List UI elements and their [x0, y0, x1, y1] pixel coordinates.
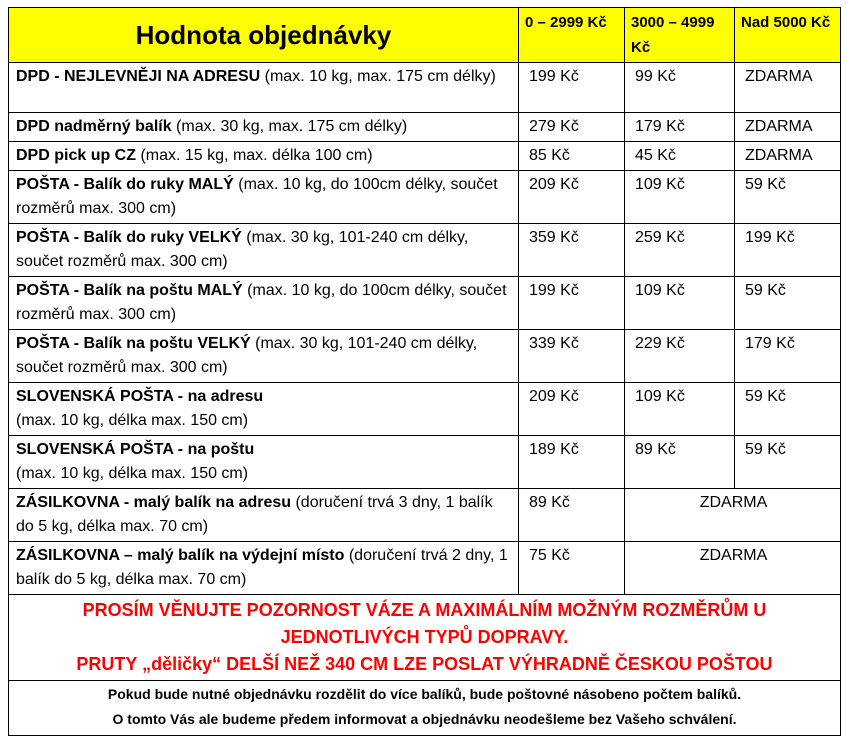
price-tier-3: 179 Kč — [735, 330, 841, 383]
header-title: Hodnota objednávky — [9, 8, 519, 63]
shipping-method — [9, 436, 519, 489]
price-tier-2: 109 Kč — [625, 277, 735, 330]
price-tier-1: 209 Kč — [519, 171, 625, 224]
shipping-method-name: POŠTA - Balík na poštu MALÝ — [16, 282, 243, 299]
shipping-method — [9, 383, 519, 436]
shipping-method — [9, 113, 519, 142]
table-row — [9, 171, 841, 224]
header-col-over-5000: Nad 5000 Kč — [735, 8, 841, 63]
header-col-3000-4999: 3000 – 4999 Kč — [625, 8, 735, 63]
shipping-method — [9, 542, 519, 595]
shipping-method — [9, 63, 519, 113]
table-row — [9, 489, 841, 542]
footer-note — [9, 681, 841, 736]
price-tier-1: 279 Kč — [519, 113, 625, 142]
shipping-method-limits: (max. 15 kg, max. délka 100 cm) — [136, 147, 373, 164]
notice-line-1: PROSÍM VĚNUJTE POZORNOST VÁZE A MAXIMÁLNÍM MOŽNÝM ROZMĚRŮM U — [82, 600, 767, 620]
shipping-method-limits: (doručení trvá 2 dny, 1 balík do 5 kg, délka max. 70 cm) — [16, 547, 508, 588]
shipping-method-limits: (max. 10 kg, délka max. 150 cm) — [16, 465, 249, 482]
price-tier-1: 89 Kč — [519, 489, 625, 542]
price-tier-2: 89 Kč — [625, 436, 735, 489]
price-tier-1: 359 Kč — [519, 224, 625, 277]
footer-line-1: Pokud bude nutné objednávku rozdělit do více balíků, bude poštovné násobeno počtem balíků. — [107, 686, 742, 702]
shipping-method-name: POŠTA - Balík na poštu VELKÝ — [16, 335, 251, 352]
shipping-method — [9, 489, 519, 542]
shipping-method — [9, 142, 519, 171]
price-tier-2: 99 Kč — [625, 63, 735, 113]
table-row — [9, 113, 841, 142]
shipping-method — [9, 224, 519, 277]
footer-row — [9, 681, 841, 736]
price-tier-1: 189 Kč — [519, 436, 625, 489]
table-header-row — [9, 8, 841, 63]
price-tier-2: 179 Kč — [625, 113, 735, 142]
price-tier-3: 59 Kč — [735, 436, 841, 489]
shipping-method-limits: (max. 10 kg, do 100cm délky, součet rozměrů max. 300 cm) — [16, 282, 507, 323]
shipping-method-name: POŠTA - Balík do ruky MALÝ — [16, 176, 234, 193]
table-row — [9, 224, 841, 277]
shipping-method-limits: (max. 30 kg, max. 175 cm délky) — [171, 118, 408, 135]
shipping-method-name: ZÁSILKOVNA – malý balík na výdejní místo — [16, 547, 345, 564]
price-tier-2: 229 Kč — [625, 330, 735, 383]
table-row — [9, 383, 841, 436]
price-tier-2: 109 Kč — [625, 383, 735, 436]
header-col-0-2999: 0 – 2999 Kč — [519, 8, 625, 63]
price-tier-3: ZDARMA — [735, 63, 841, 113]
warning-notice — [9, 595, 841, 681]
table-row — [9, 63, 841, 113]
shipping-method-limits: (doručení trvá 3 dny, 1 balík do 5 kg, délka max. 70 cm) — [16, 494, 493, 535]
shipping-method-name: DPD pick up CZ — [16, 147, 137, 164]
notice-line-2: JEDNOTLIVÝCH TYPŮ DOPRAVY. — [280, 627, 569, 647]
price-tier-2: 109 Kč — [625, 171, 735, 224]
table-row — [9, 277, 841, 330]
price-tier-3: 199 Kč — [735, 224, 841, 277]
shipping-method-name: SLOVENSKÁ POŠTA - na poštu — [16, 441, 255, 458]
shipping-price-table — [8, 7, 841, 736]
price-tier-2-3-merged: ZDARMA — [625, 542, 841, 595]
shipping-method-name: DPD nadměrný balík — [16, 118, 172, 135]
price-tier-1: 199 Kč — [519, 277, 625, 330]
notice-line-3: PRUTY „děličky“ DELŠÍ NEŽ 340 CM LZE POSLAT VÝHRADNĚ ČESKOU POŠTOU — [76, 654, 773, 674]
shipping-method — [9, 171, 519, 224]
shipping-method-limits: (max. 10 kg, do 100cm délky, součet rozměrů max. 300 cm) — [16, 176, 498, 217]
shipping-method-limits: (max. 10 kg, max. 175 cm délky) — [260, 68, 496, 85]
price-tier-1: 85 Kč — [519, 142, 625, 171]
shipping-method-limits: (max. 30 kg, 101-240 cm délky, součet rozměrů max. 300 cm) — [16, 335, 478, 376]
shipping-method-name: SLOVENSKÁ POŠTA - na adresu — [16, 388, 264, 405]
price-tier-2-3-merged: ZDARMA — [625, 489, 841, 542]
shipping-method — [9, 330, 519, 383]
price-tier-3: ZDARMA — [735, 113, 841, 142]
table-row — [9, 330, 841, 383]
shipping-method-limits: (max. 10 kg, délka max. 150 cm) — [16, 412, 249, 429]
shipping-method-limits: (max. 30 kg, 101-240 cm délky, součet rozměrů max. 300 cm) — [16, 229, 469, 270]
price-tier-1: 209 Kč — [519, 383, 625, 436]
footer-line-2: O tomto Vás ale budeme předem informovat a objednávku neodešleme bez Vašeho schválení. — [112, 711, 737, 727]
price-tier-2: 259 Kč — [625, 224, 735, 277]
shipping-method-name: DPD - NEJLEVNĚJI NA ADRESU — [16, 68, 261, 85]
price-tier-3: ZDARMA — [735, 142, 841, 171]
price-tier-1: 75 Kč — [519, 542, 625, 595]
shipping-method — [9, 277, 519, 330]
table-row — [9, 436, 841, 489]
price-tier-3: 59 Kč — [735, 383, 841, 436]
price-tier-2: 45 Kč — [625, 142, 735, 171]
table-row — [9, 142, 841, 171]
notice-row — [9, 595, 841, 681]
price-tier-1: 199 Kč — [519, 63, 625, 113]
shipping-method-name: POŠTA - Balík do ruky VELKÝ — [16, 229, 242, 246]
price-tier-3: 59 Kč — [735, 277, 841, 330]
price-tier-1: 339 Kč — [519, 330, 625, 383]
table-row — [9, 542, 841, 595]
price-tier-3: 59 Kč — [735, 171, 841, 224]
shipping-method-name: ZÁSILKOVNA - malý balík na adresu — [16, 494, 292, 511]
